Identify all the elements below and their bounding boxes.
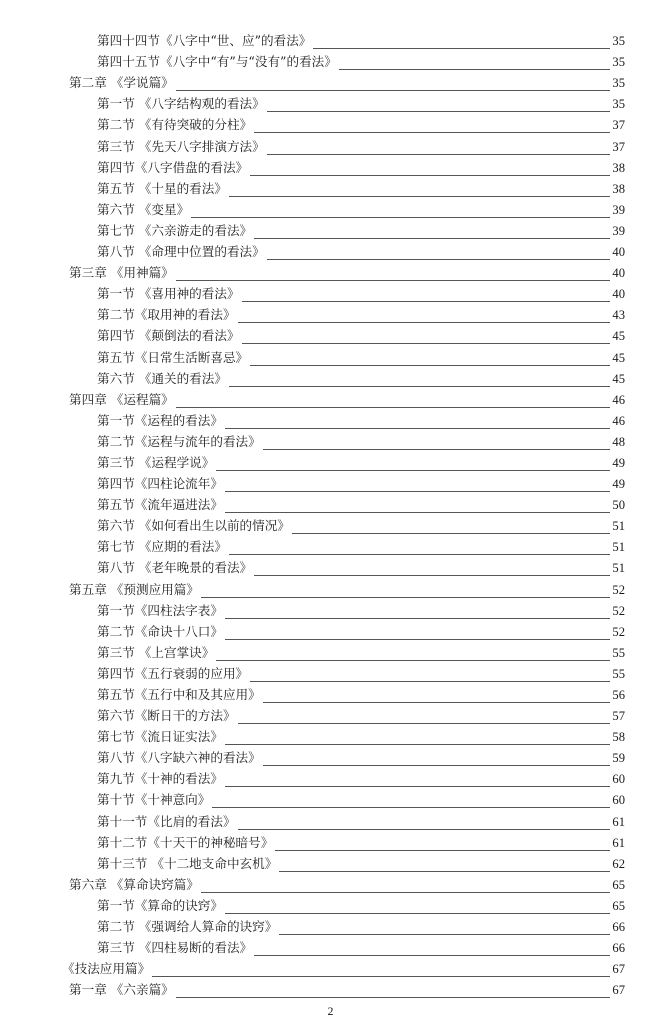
toc-entry-page: 58 xyxy=(612,730,625,745)
toc-entry-page: 51 xyxy=(612,540,625,555)
toc-leader-row xyxy=(69,876,623,893)
toc-entry-title: 第六章 《算命诀窍篇》 xyxy=(69,876,199,892)
toc-section-entry[interactable] xyxy=(0,473,661,494)
toc-section-entry[interactable] xyxy=(0,536,661,557)
toc-entry-page: 48 xyxy=(612,434,625,449)
toc-section-entry[interactable] xyxy=(0,642,661,663)
table-of-contents xyxy=(0,30,661,1000)
toc-entry-page: 38 xyxy=(612,181,625,196)
toc-entry-title: 第七节《流日证实法》 xyxy=(97,729,223,745)
toc-entry-page: 40 xyxy=(612,245,625,260)
toc-entry-title: 第九节《十神的看法》 xyxy=(97,771,223,787)
toc-section-entry[interactable] xyxy=(0,515,661,536)
toc-leader-row xyxy=(97,412,623,429)
toc-entry-page: 62 xyxy=(612,856,625,871)
toc-entry-title: 第二节《命诀十八口》 xyxy=(97,623,223,639)
toc-section-entry[interactable] xyxy=(0,93,661,114)
toc-entry-page: 55 xyxy=(612,666,625,681)
toc-section-entry[interactable] xyxy=(0,304,661,325)
toc-section-entry[interactable] xyxy=(0,241,661,262)
toc-entry-page: 60 xyxy=(612,772,625,787)
toc-entry-title: 第四节 《颠倒法的看法》 xyxy=(97,328,240,344)
toc-entry-page: 67 xyxy=(612,983,625,998)
toc-entry-page: 65 xyxy=(612,877,625,892)
toc-section-entry[interactable] xyxy=(0,895,661,916)
toc-section-entry[interactable] xyxy=(0,747,661,768)
toc-leader-row xyxy=(97,32,623,49)
toc-entry-title: 第八节 《老年晚景的看法》 xyxy=(97,560,253,576)
toc-leader-row xyxy=(69,74,623,91)
toc-leader-row xyxy=(69,264,623,281)
toc-entry-title: 第四章 《运程篇》 xyxy=(69,391,174,407)
toc-chapter-entry[interactable] xyxy=(0,389,661,410)
toc-leader-row xyxy=(97,770,623,787)
toc-entry-title: 第六节《断日干的方法》 xyxy=(97,708,236,724)
toc-leader-row xyxy=(97,370,623,387)
toc-section-entry[interactable] xyxy=(0,494,661,515)
toc-entry-title: 第三节 《上宫掌诀》 xyxy=(97,644,215,660)
toc-leader-row xyxy=(97,897,623,914)
toc-leader-row xyxy=(97,180,623,197)
toc-entry-page: 43 xyxy=(612,308,625,323)
toc-leader-row xyxy=(97,433,623,450)
toc-entry-title: 第五节《流年逼进法》 xyxy=(97,497,223,513)
toc-section-entry[interactable] xyxy=(0,157,661,178)
toc-leader-row xyxy=(97,939,623,956)
toc-entry-title: 第二节《取用神的看法》 xyxy=(97,307,236,323)
toc-chapter-entry[interactable] xyxy=(0,979,661,1000)
toc-section-entry[interactable] xyxy=(0,325,661,346)
toc-section-entry[interactable] xyxy=(0,557,661,578)
toc-entry-page: 40 xyxy=(612,266,625,281)
toc-entry-page: 45 xyxy=(612,350,625,365)
toc-entry-title: 第四十四节《八字中“世、应”的看法》 xyxy=(97,33,312,49)
toc-section-entry[interactable] xyxy=(0,220,661,241)
toc-entry-page: 50 xyxy=(612,498,625,513)
toc-leader-row xyxy=(97,665,623,682)
toc-section-entry[interactable] xyxy=(0,810,661,831)
toc-section-entry[interactable] xyxy=(0,684,661,705)
toc-leader-row xyxy=(97,243,623,260)
toc-leader-row xyxy=(97,559,623,576)
toc-section-entry[interactable] xyxy=(0,431,661,452)
toc-entry-page: 45 xyxy=(612,371,625,386)
toc-entry-page: 66 xyxy=(612,920,625,935)
toc-section-entry[interactable] xyxy=(0,410,661,431)
toc-section-entry[interactable] xyxy=(0,726,661,747)
toc-entry-title: 第五节 《十星的看法》 xyxy=(97,180,227,196)
toc-entry-title: 第五章 《预测应用篇》 xyxy=(69,581,199,597)
toc-entry-page: 46 xyxy=(612,413,625,428)
toc-entry-title: 第一节 《八字结构观的看法》 xyxy=(97,96,265,112)
toc-entry-page: 37 xyxy=(612,139,625,154)
toc-entry-page: 38 xyxy=(612,160,625,175)
toc-leader-row xyxy=(97,201,623,218)
toc-section-entry[interactable] xyxy=(0,600,661,621)
toc-section-entry[interactable] xyxy=(0,832,661,853)
toc-section-entry[interactable] xyxy=(0,178,661,199)
toc-entry-page: 61 xyxy=(612,835,625,850)
toc-entry-title: 第六节 《变星》 xyxy=(97,201,190,217)
toc-entry-title: 第十二节《十天干的神秘暗号》 xyxy=(97,834,274,850)
toc-section-entry[interactable] xyxy=(0,51,661,72)
toc-entry-page: 35 xyxy=(612,34,625,49)
toc-leader-row xyxy=(97,306,623,323)
toc-entry-title: 第四节《五行衰弱的应用》 xyxy=(97,665,249,681)
toc-entry-title: 第六节 《通关的看法》 xyxy=(97,370,227,386)
toc-section-entry[interactable] xyxy=(0,114,661,135)
toc-entry-page: 45 xyxy=(612,329,625,344)
toc-leader-row xyxy=(62,960,623,977)
toc-entry-page: 35 xyxy=(612,76,625,91)
toc-section-entry[interactable] xyxy=(0,283,661,304)
toc-entry-title: 第一节 《喜用神的看法》 xyxy=(97,286,240,302)
toc-entry-title: 第三章 《用神篇》 xyxy=(69,265,174,281)
toc-section-entry[interactable] xyxy=(0,135,661,156)
toc-entry-title: 第五节《五行中和及其应用》 xyxy=(97,687,261,702)
toc-leader-row xyxy=(97,222,623,239)
toc-leader-row xyxy=(97,496,623,513)
toc-entry-page: 49 xyxy=(612,455,625,470)
toc-leader-row xyxy=(97,791,623,808)
toc-entry-title: 第十节《十神意向》 xyxy=(97,792,211,808)
toc-entry-title: 《技法应用篇》 xyxy=(62,961,151,977)
toc-entry-title: 第四节《八字借盘的看法》 xyxy=(97,159,249,175)
toc-entry-title: 第三节 《先天八字排演方法》 xyxy=(97,138,265,154)
toc-entry-title: 第八节《八字缺六神的看法》 xyxy=(97,750,261,766)
toc-entry-page: 65 xyxy=(612,898,625,913)
toc-section-entry[interactable] xyxy=(0,368,661,389)
toc-section-entry[interactable] xyxy=(0,705,661,726)
toc-entry-title: 第七节 《应期的看法》 xyxy=(97,539,227,555)
toc-entry-title: 第二节 《有待突破的分柱》 xyxy=(97,117,253,133)
toc-section-entry[interactable] xyxy=(0,30,661,51)
toc-chapter-entry[interactable] xyxy=(0,578,661,599)
toc-leader-row xyxy=(97,95,623,112)
toc-leader-row xyxy=(97,116,623,133)
toc-leader-row xyxy=(97,349,623,366)
toc-entry-title: 第一节《四柱法字表》 xyxy=(97,602,223,618)
toc-leader-row xyxy=(97,834,623,851)
toc-entry-page: 35 xyxy=(612,97,625,112)
toc-entry-title: 第四十五节《八字中“有”与“没有”的看法》 xyxy=(97,54,337,70)
toc-leader-row xyxy=(97,644,623,661)
toc-leader-row xyxy=(97,749,623,766)
toc-leader-row xyxy=(97,813,623,830)
toc-entry-page: 66 xyxy=(612,941,625,956)
toc-section-entry[interactable] xyxy=(0,621,661,642)
toc-entry-page: 40 xyxy=(612,287,625,302)
toc-leader-row xyxy=(97,538,623,555)
toc-entry-title: 第五节《日常生活断喜忌》 xyxy=(97,349,249,365)
toc-leader-row xyxy=(69,981,623,998)
toc-leader-row xyxy=(97,728,623,745)
toc-entry-page: 39 xyxy=(612,202,625,217)
toc-entry-page: 49 xyxy=(612,477,625,492)
toc-leader-row xyxy=(97,285,623,302)
toc-section-entry[interactable] xyxy=(0,663,661,684)
toc-entry-page: 52 xyxy=(612,582,625,597)
toc-section-entry[interactable] xyxy=(0,916,661,937)
toc-entry-page: 51 xyxy=(612,561,625,576)
toc-leader-row xyxy=(97,707,623,724)
toc-entry-title: 第十一节《比肩的看法》 xyxy=(97,813,236,829)
toc-leader-row xyxy=(97,138,623,155)
toc-leader-row xyxy=(97,53,623,70)
toc-leader-row xyxy=(69,391,623,408)
toc-chapter-entry[interactable] xyxy=(0,72,661,93)
page-number: 2 xyxy=(327,1004,334,1018)
toc-entry-title: 第三节 《运程学说》 xyxy=(97,454,215,470)
toc-leader-row xyxy=(97,918,623,935)
toc-entry-page: 39 xyxy=(612,223,625,238)
toc-entry-title: 第六节 《如何看出生以前的情况》 xyxy=(97,518,290,534)
toc-section-entry[interactable] xyxy=(0,346,661,367)
toc-part-entry[interactable] xyxy=(0,958,661,979)
toc-leader-row xyxy=(97,517,623,534)
toc-leader-row xyxy=(69,581,623,598)
toc-section-entry[interactable] xyxy=(0,853,661,874)
toc-leader-row xyxy=(97,327,623,344)
toc-entry-title: 第十三节 《十二地支命中玄机》 xyxy=(97,855,278,871)
toc-leader-row xyxy=(97,623,623,640)
toc-leader-row xyxy=(97,686,623,703)
toc-entry-page: 37 xyxy=(612,118,625,133)
toc-entry-title: 第八节 《命理中位置的看法》 xyxy=(97,244,265,260)
toc-entry-title: 第一章 《六亲篇》 xyxy=(69,982,174,998)
toc-chapter-entry[interactable] xyxy=(0,262,661,283)
toc-section-entry[interactable] xyxy=(0,199,661,220)
toc-section-entry[interactable] xyxy=(0,452,661,473)
toc-section-entry[interactable] xyxy=(0,789,661,810)
toc-entry-page: 55 xyxy=(612,645,625,660)
toc-entry-page: 52 xyxy=(612,624,625,639)
toc-entry-title: 第一节《算命的诀窍》 xyxy=(97,897,223,913)
toc-entry-title: 第二节 《强调给人算命的诀窍》 xyxy=(97,919,278,935)
toc-entry-page: 51 xyxy=(612,519,625,534)
toc-leader-row xyxy=(97,475,623,492)
toc-entry-page: 56 xyxy=(612,688,625,702)
toc-entry-title: 第三节 《四柱易断的看法》 xyxy=(97,940,253,956)
toc-leader-row xyxy=(97,159,623,176)
toc-entry-page: 60 xyxy=(612,793,625,808)
toc-entry-page: 59 xyxy=(612,751,625,766)
toc-entry-page: 57 xyxy=(612,709,625,724)
toc-section-entry[interactable] xyxy=(0,768,661,789)
toc-entry-page: 52 xyxy=(612,603,625,618)
toc-entry-page: 35 xyxy=(612,55,625,70)
toc-entry-title: 第七节 《六亲游走的看法》 xyxy=(97,222,253,238)
toc-entry-title: 第四节《四柱论流年》 xyxy=(97,476,223,492)
toc-leader-row xyxy=(97,454,623,471)
toc-entry-title: 第一节《运程的看法》 xyxy=(97,412,223,428)
toc-section-entry[interactable] xyxy=(0,937,661,958)
toc-entry-page: 67 xyxy=(612,962,625,977)
toc-leader-row xyxy=(97,602,623,619)
toc-entry-page: 46 xyxy=(612,392,625,407)
toc-entry-title: 第二章 《学说篇》 xyxy=(69,75,174,91)
toc-entry-page: 61 xyxy=(612,814,625,829)
toc-entry-title: 第二节《运程与流年的看法》 xyxy=(97,433,261,449)
toc-leader-row xyxy=(97,855,623,872)
toc-chapter-entry[interactable] xyxy=(0,874,661,895)
